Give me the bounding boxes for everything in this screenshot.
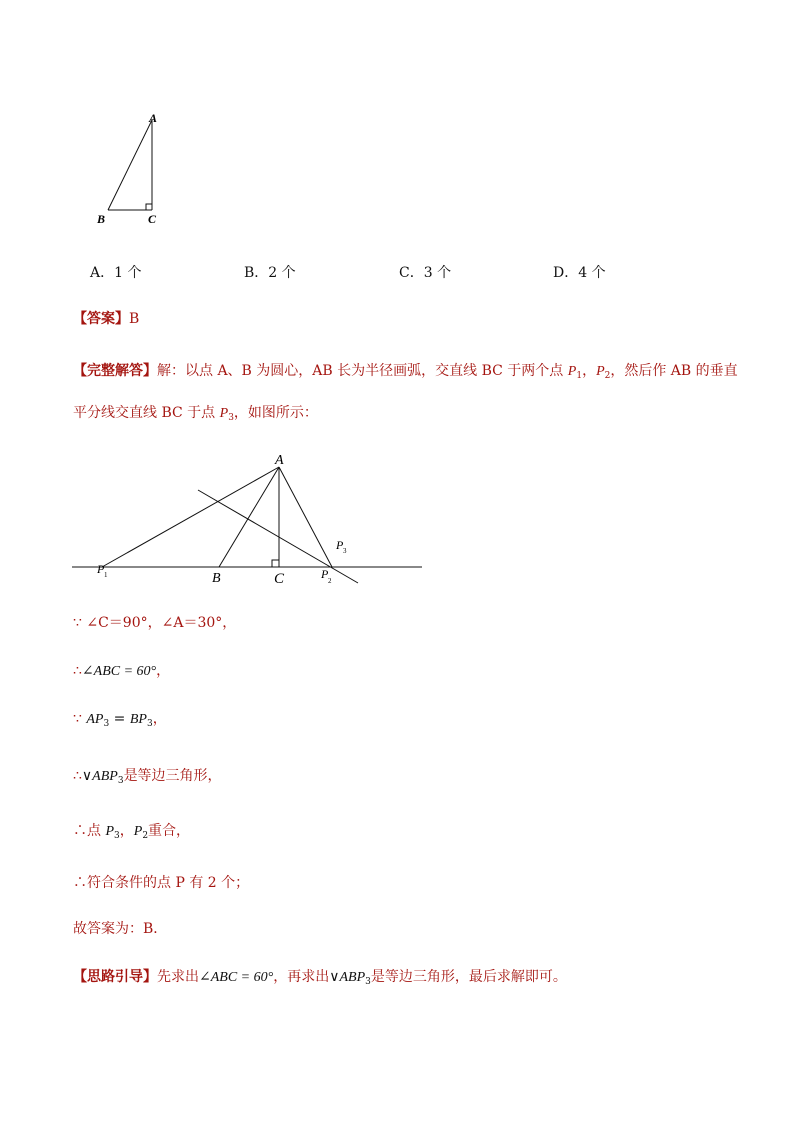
label-p3: P — [336, 538, 344, 552]
hint-tag: 【思路引导】 — [73, 969, 157, 985]
step-6: ∴符合条件的点 P 有 2 个； — [73, 875, 250, 891]
solution-line-2: 平分线交直线 BC 于点 $P_3$，如图所示： — [73, 405, 318, 423]
option-d[interactable]: D．4 个 — [553, 265, 606, 281]
perpendicular-bisector — [198, 490, 358, 583]
label-b: B — [97, 212, 106, 226]
segment-ab — [219, 467, 279, 567]
option-a[interactable]: A．1 个 — [90, 265, 142, 281]
label-c: C — [274, 571, 285, 587]
step-5: ∴点 $P_3$，$P_2$重合， — [73, 823, 191, 841]
step-3: ∵ $AP_3 = BP_3$， — [73, 711, 167, 729]
step-7: 故答案为：B． — [73, 921, 168, 937]
segment-ap1 — [102, 467, 279, 567]
right-angle-mark — [272, 560, 279, 567]
answer-line — [73, 308, 139, 328]
solution-line-1: 【完整解答】解：以点 A、B 为圆心，AB 长为半径画弧，交直线 BC 于两个点 $P_1$，$P_2$，然后作 AB 的垂直 — [73, 363, 738, 381]
hint-line: 【思路引导】先求出∠ABC = 60°，再求出$\vee ABP_3$是等边三角形，最后求解即可。 — [73, 969, 567, 987]
solution-tag: 【完整解答】 — [73, 363, 157, 379]
answer-value: B — [129, 311, 140, 327]
label-p1: P — [97, 562, 105, 576]
side-ab — [108, 120, 152, 210]
answer-tag: 【答案】 — [73, 311, 129, 327]
right-angle-mark — [146, 204, 152, 210]
option-b[interactable]: B．2 个 — [244, 265, 296, 281]
option-c[interactable]: C．3 个 — [399, 265, 452, 281]
step-2: ∴∠ABC = 60°， — [73, 663, 171, 679]
triangle-figure — [90, 108, 180, 233]
label-a: A — [149, 111, 158, 125]
label-c: C — [148, 212, 157, 226]
label-p2-sub: 2 — [328, 577, 332, 585]
label-b: B — [212, 571, 221, 586]
label-a: A — [275, 453, 284, 468]
label-p3-sub: 3 — [343, 547, 347, 555]
step-1: ∵ ∠C＝90°，∠A＝30°， — [73, 615, 237, 631]
construction-figure — [60, 445, 435, 595]
label-p2: P — [321, 567, 329, 581]
label-p1-sub: 1 — [104, 571, 108, 579]
step-4: $\therefore\vee ABP_3$是等边三角形， — [73, 768, 222, 786]
